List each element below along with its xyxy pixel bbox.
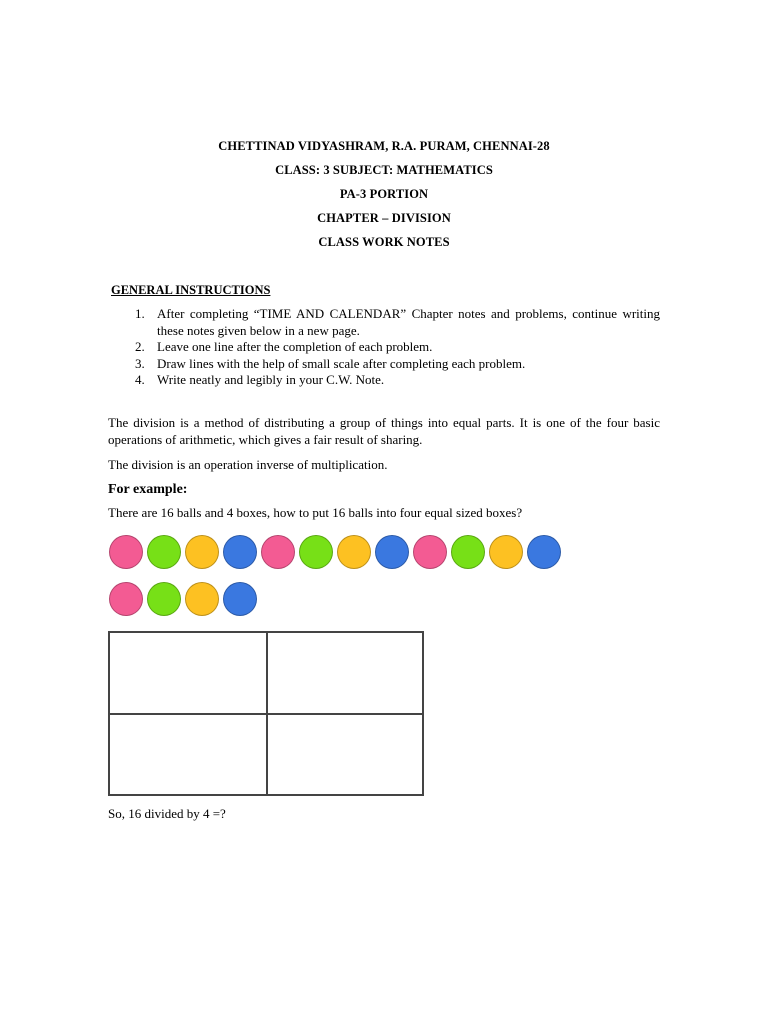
portion-title: PA-3 PORTION: [339, 187, 429, 201]
ball-green: [147, 582, 181, 616]
school-name: CHETTINAD VIDYASHRAM, R.A. PURAM, CHENNAI-28: [218, 139, 550, 153]
inverse-paragraph: The division is an operation inverse of multiplication.: [108, 457, 388, 472]
instruction-text: Draw lines with the help of small scale after completing each problem.: [157, 355, 526, 371]
box-3: [110, 715, 266, 794]
ball-blue: [527, 535, 561, 569]
ball-yellow: [337, 535, 371, 569]
ball-green: [147, 535, 181, 569]
ball-blue: [223, 535, 257, 569]
box-2: [268, 633, 422, 713]
definition-paragraph: The division is a method of distributing a group of things into equal parts. It is one of the four basic operations of arithmetic, which gives a fair result of sharing.: [108, 415, 660, 447]
chapter-title: CHAPTER – DIVISION: [317, 211, 451, 225]
instruction-item: [135, 306, 660, 339]
class-subject: CLASS: 3 SUBJECT: MATHEMATICS: [275, 163, 493, 177]
box-1: [110, 633, 266, 713]
ball-blue: [223, 582, 257, 616]
ball-yellow: [185, 582, 219, 616]
instruction-number: 3.: [135, 355, 145, 371]
ball-blue: [375, 535, 409, 569]
instruction-text: After completing “TIME AND CALENDAR” Chapter notes and problems, continue writing these notes given below in a new page.: [157, 306, 660, 338]
general-instructions-title: GENERAL INSTRUCTIONS: [111, 283, 271, 297]
box-4: [268, 715, 422, 794]
instructions-list: [135, 306, 660, 389]
instruction-text: Leave one line after the completion of each problem.: [157, 339, 433, 354]
ball-pink: [109, 535, 143, 569]
instruction-item: [135, 339, 660, 356]
instruction-number: 1.: [135, 306, 145, 321]
notes-type: CLASS WORK NOTES: [318, 235, 450, 249]
ball-pink: [109, 582, 143, 616]
ball-green: [299, 535, 333, 569]
conclusion-text: So, 16 divided by 4 =?: [108, 806, 226, 821]
instruction-number: 4.: [135, 372, 145, 387]
ball-pink: [413, 535, 447, 569]
instruction-item: [135, 372, 660, 389]
example-label: For example:: [108, 482, 188, 497]
ball-pink: [261, 535, 295, 569]
ball-yellow: [489, 535, 523, 569]
instruction-number: 2.: [135, 339, 145, 354]
example-question: There are 16 balls and 4 boxes, how to put 16 balls into four equal sized boxes?: [108, 505, 523, 520]
instruction-text: Write neatly and legibly in your C.W. Note.: [157, 372, 385, 387]
ball-green: [451, 535, 485, 569]
grid-divider-horizontal: [110, 713, 422, 715]
four-boxes-grid: [108, 631, 424, 796]
ball-yellow: [185, 535, 219, 569]
instruction-item: [135, 356, 660, 373]
